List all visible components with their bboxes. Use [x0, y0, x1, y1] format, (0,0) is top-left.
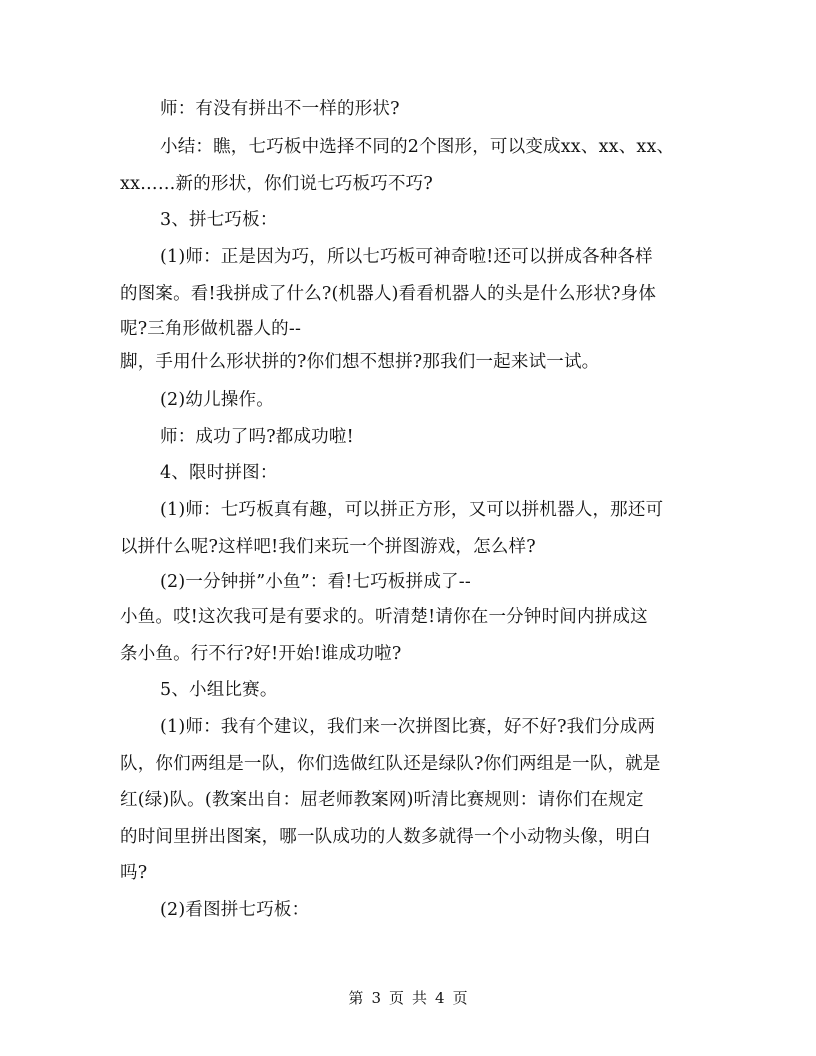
paragraph-line: (1)师：我有个建议，我们来一次拼图比赛，好不好?我们分成两 [160, 717, 656, 737]
paragraph-line: xx……新的形状，你们说七巧板巧不巧? [120, 174, 433, 194]
paragraph-line: 以拼什么呢?这样吧!我们来玩一个拼图游戏，怎么样? [120, 537, 536, 557]
paragraph-line: 小结：瞧，七巧板中选择不同的2个图形，可以变成xx、xx、xx、 [160, 137, 675, 157]
footer-page-word: 页 [388, 989, 404, 1007]
footer-total-word: 共 [412, 989, 428, 1007]
paragraph-line: 条小鱼。行不行?好!开始!谁成功啦? [120, 644, 402, 664]
paragraph-line: 师：成功了吗?都成功啦! [160, 427, 354, 447]
paragraph-line: 的时间里拼出图案，哪一队成功的人数多就得一个小动物头像，明白 [120, 827, 651, 847]
page-footer [0, 988, 816, 1008]
paragraph-line: 的图案。看!我拼成了什么?(机器人)看看机器人的头是什么形状?身体 [120, 284, 657, 304]
paragraph-line: (2)一分钟拼”小鱼”：看!七巧板拼成了-- [160, 572, 471, 592]
paragraph-line: 吗? [120, 863, 148, 883]
current-page-number: 3 [371, 989, 381, 1007]
paragraph-line: 小鱼。哎!这次我可是有要求的。听清楚!请你在一分钟时间内拼成这 [120, 607, 648, 627]
paragraph-line: 队，你们两组是一队，你们选做红队还是绿队?你们两组是一队，就是 [120, 754, 661, 774]
section-heading: 5、小组比赛。 [160, 680, 278, 700]
total-pages-number: 4 [435, 989, 445, 1007]
paragraph-line: 脚，手用什么形状拼的?你们想不想拼?那我们一起来试一试。 [120, 352, 600, 372]
paragraph-line: 呢?三角形做机器人的-- [120, 319, 302, 339]
paragraph-line: (1)师：正是因为巧，所以七巧板可神奇啦!还可以拼成各种各样 [160, 247, 653, 267]
section-heading: 3、拼七巧板： [160, 210, 278, 230]
section-heading: 4、限时拼图： [160, 463, 278, 483]
paragraph-line: 师：有没有拼出不一样的形状? [160, 99, 400, 119]
paragraph-line: (2)看图拼七巧板： [160, 900, 310, 920]
paragraph-line: (2)幼儿操作。 [160, 390, 274, 410]
footer-prefix: 第 [348, 989, 364, 1007]
paragraph-line: 红(绿)队。(教案出自：屈老师教案网)听清比赛规则：请你们在规定 [120, 790, 644, 810]
footer-suffix: 页 [452, 989, 468, 1007]
paragraph-line: (1)师：七巧板真有趣，可以拼正方形，又可以拼机器人，那还可 [160, 500, 664, 520]
